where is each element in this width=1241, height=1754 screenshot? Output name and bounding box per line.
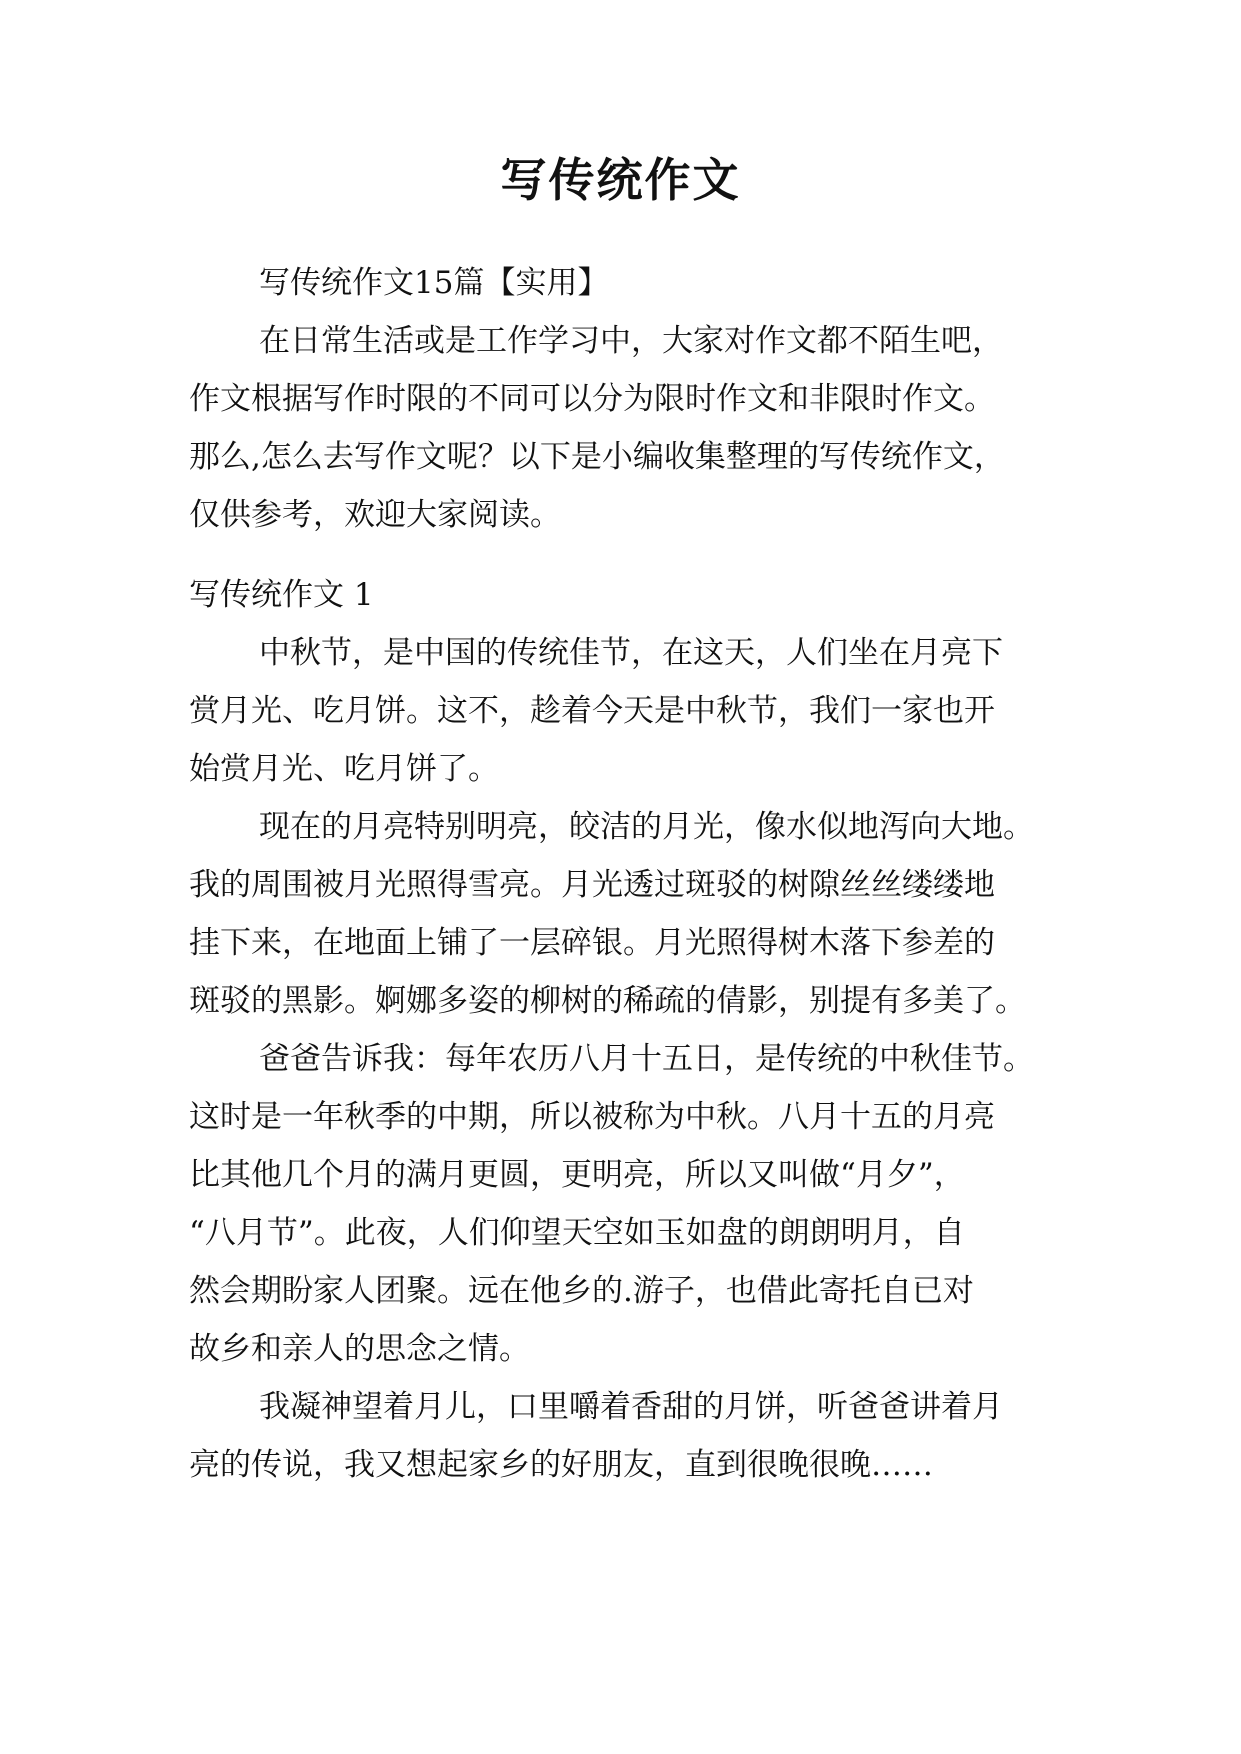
intro-line: 仅供参考，欢迎大家阅读。 (189, 497, 561, 533)
section-block (189, 566, 1069, 1494)
paragraph-line: 这时是一年秋季的中期，所以被称为中秋。八月十五的月亮 (189, 1099, 995, 1135)
paragraph-line: 我的周围被月光照得雪亮。月光透过斑驳的树隙丝丝缕缕地 (189, 867, 995, 903)
paragraph-line: 中秋节，是中国的传统佳节，在这天，人们坐在月亮下 (259, 635, 1003, 671)
intro-line: 那么,怎么去写作文呢？以下是小编收集整理的写传统作文， (189, 439, 1005, 475)
section-heading: 写传统作文 1 (189, 577, 374, 613)
intro-line: 在日常生活或是工作学习中，大家对作文都不陌生吧， (259, 323, 1003, 359)
intro-block (189, 254, 1069, 544)
paragraph-line: 我凝神望着月儿，口里嚼着香甜的月饼，听爸爸讲着月 (259, 1389, 1003, 1425)
subtitle-line: 写传统作文15篇【实用】 (259, 265, 609, 301)
paragraph-line: 然会期盼家人团聚。远在他乡的.游子，也借此寄托自已对 (189, 1273, 974, 1309)
paragraph-line: 始赏月光、吃月饼了。 (189, 751, 499, 787)
paragraph-line: 赏月光、吃月饼。这不，趁着今天是中秋节，我们一家也开 (189, 693, 995, 729)
paragraph-line: 故乡和亲人的思念之情。 (189, 1331, 530, 1367)
paragraph-line: 爸爸告诉我：每年农历八月十五日，是传统的中秋佳节。 (259, 1041, 1034, 1077)
document-title: 写传统作文 (500, 153, 741, 207)
paragraph-line: 挂下来，在地面上铺了一层碎银。月光照得树木落下参差的 (189, 925, 995, 961)
paragraph-line: 比其他几个月的满月更圆，更明亮，所以又叫做“月夕”， (189, 1157, 965, 1193)
paragraph-line: “八月节”。此夜，人们仰望天空如玉如盘的朗朗明月，自 (189, 1215, 965, 1251)
paragraph-line: 现在的月亮特别明亮，皎洁的月光，像水似地泻向大地。 (259, 809, 1034, 845)
intro-line: 作文根据写作时限的不同可以分为限时作文和非限时作文。 (189, 381, 995, 417)
paragraph-line: 斑驳的黑影。婀娜多姿的柳树的稀疏的倩影，别提有多美了。 (189, 983, 1026, 1019)
paragraph-line: 亮的传说，我又想起家乡的好朋友，直到很晚很晚…… (189, 1447, 933, 1483)
